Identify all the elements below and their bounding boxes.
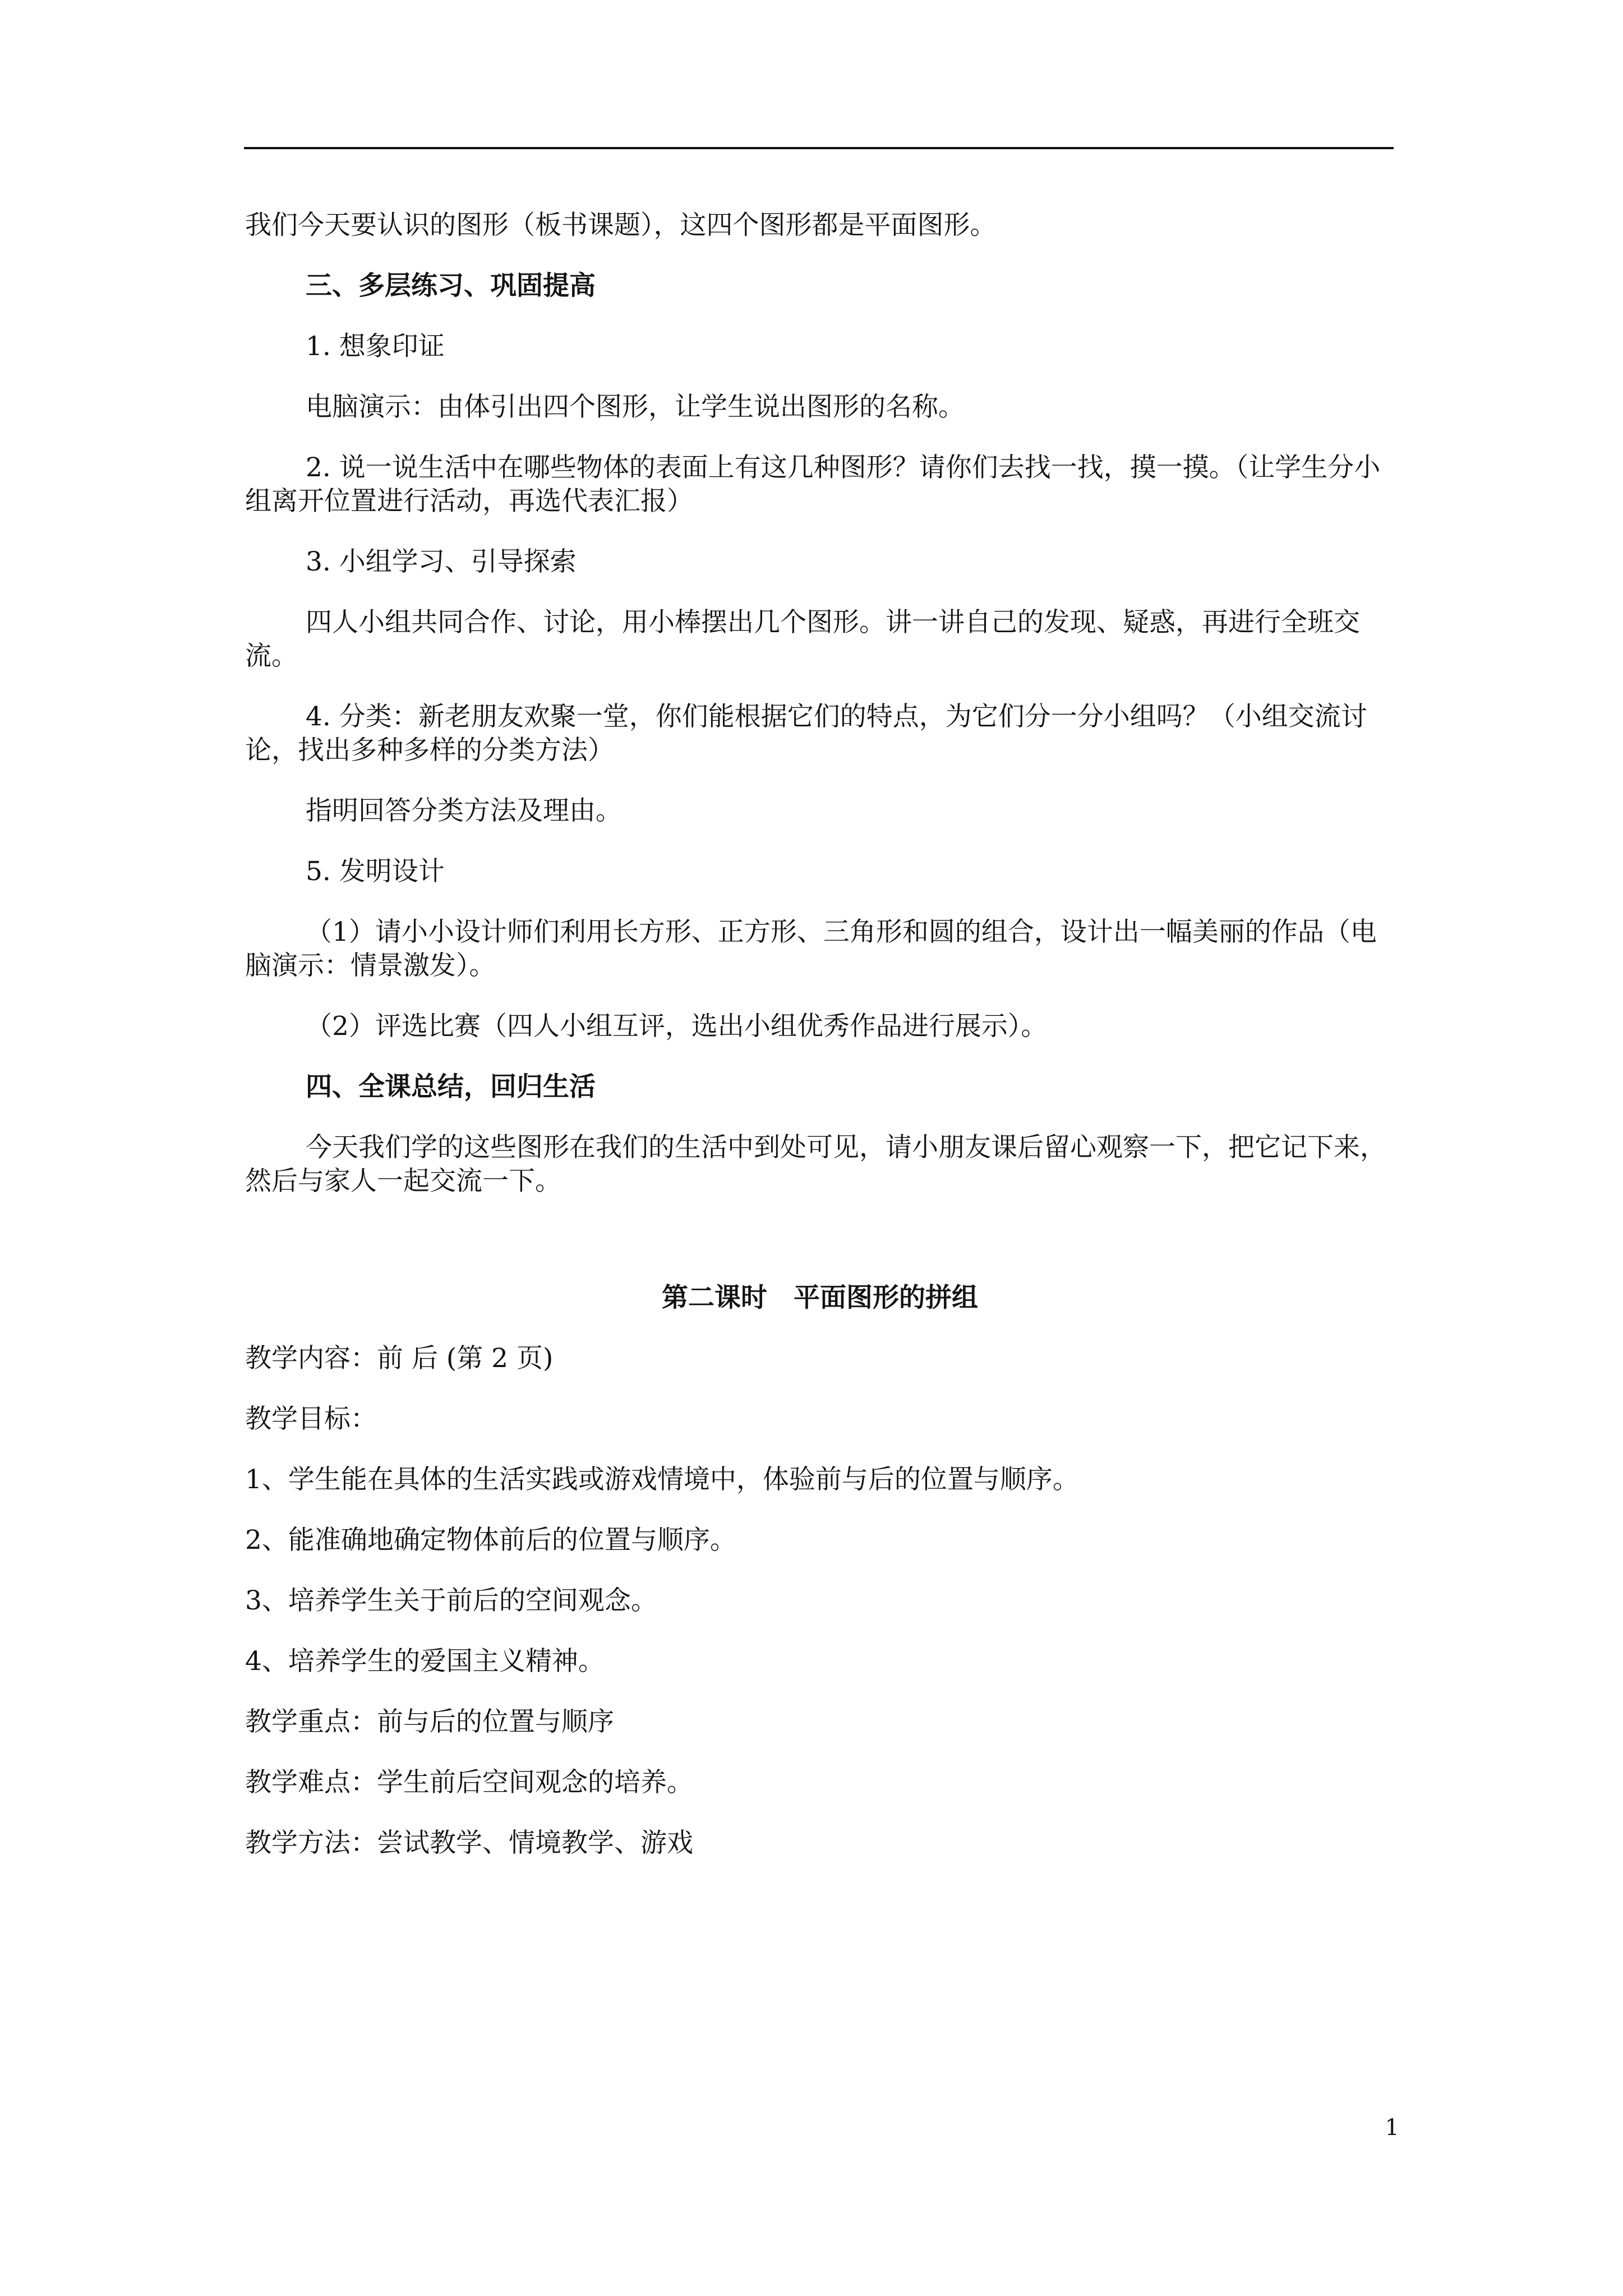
lesson-line: 1、学生能在具体的生活实践或游戏情境中，体验前与后的位置与顺序。: [245, 1464, 1079, 1495]
paragraph: 电脑演示：由体引出四个图形，让学生说出图形的名称。: [306, 392, 965, 422]
paragraph: （2）评选比赛（四人小组互评，选出小组优秀作品进行展示）。: [306, 1011, 1048, 1042]
paragraph: 四人小组共同合作、讨论，用小棒摆出几个图形。讲一讲自己的发现、疑惑，再进行全班交流。: [245, 607, 1360, 671]
paragraph: 指明回答分类方法及理由。: [306, 795, 622, 826]
paragraph: 1. 想象印证: [306, 331, 445, 362]
lesson-title: 第二课时 平面图形的拼组: [662, 1282, 978, 1313]
lesson-line: 3、培养学生关于前后的空间观念。: [245, 1585, 657, 1616]
paragraph: （1）请小小设计师们利用长方形、正方形、三角形和圆的组合，设计出一幅美丽的作品（电脑演示：情景激发）。: [245, 917, 1377, 981]
section-heading: 四、全课总结，回归生活: [306, 1071, 596, 1102]
lesson-line: 4、培养学生的爱国主义精神。: [245, 1646, 605, 1677]
paragraph: 3. 小组学习、引导探索: [306, 546, 577, 577]
paragraph: 2. 说一说生活中在哪些物体的表面上有这几种图形？请你们去找一找，摸一摸。（让学生分小组离开位置进行活动，再选代表汇报）: [245, 452, 1381, 517]
header-rule: [244, 147, 1394, 149]
section-heading: 三、多层练习、巩固提高: [306, 270, 596, 301]
page-number: 1: [1385, 2115, 1399, 2141]
lesson-line: 教学目标：: [245, 1404, 377, 1434]
lesson-line: 教学内容：前 后 (第 2 页): [245, 1343, 554, 1374]
lesson-line: 2、能准确地确定物体前后的位置与顺序。: [245, 1525, 736, 1556]
lesson-line: 教学重点：前与后的位置与顺序: [245, 1706, 614, 1737]
paragraph: 5. 发明设计: [306, 856, 445, 887]
paragraph: 我们今天要认识的图形（板书课题），这四个图形都是平面图形。: [245, 210, 997, 241]
lesson-line: 教学方法：尝试教学、情境教学、游戏: [245, 1828, 693, 1858]
paragraph: 今天我们学的这些图形在我们的生活中到处可见，请小朋友课后留心观察一下，把它记下来，然后与家人一起交流一下。: [245, 1132, 1386, 1197]
lesson-line: 教学难点：学生前后空间观念的培养。: [245, 1767, 693, 1798]
paragraph: 4. 分类：新老朋友欢聚一堂，你们能根据它们的特点，为它们分一分小组吗？（小组交流讨论，找出多种多样的分类方法）: [245, 701, 1367, 766]
document-body: [245, 209, 1395, 1887]
